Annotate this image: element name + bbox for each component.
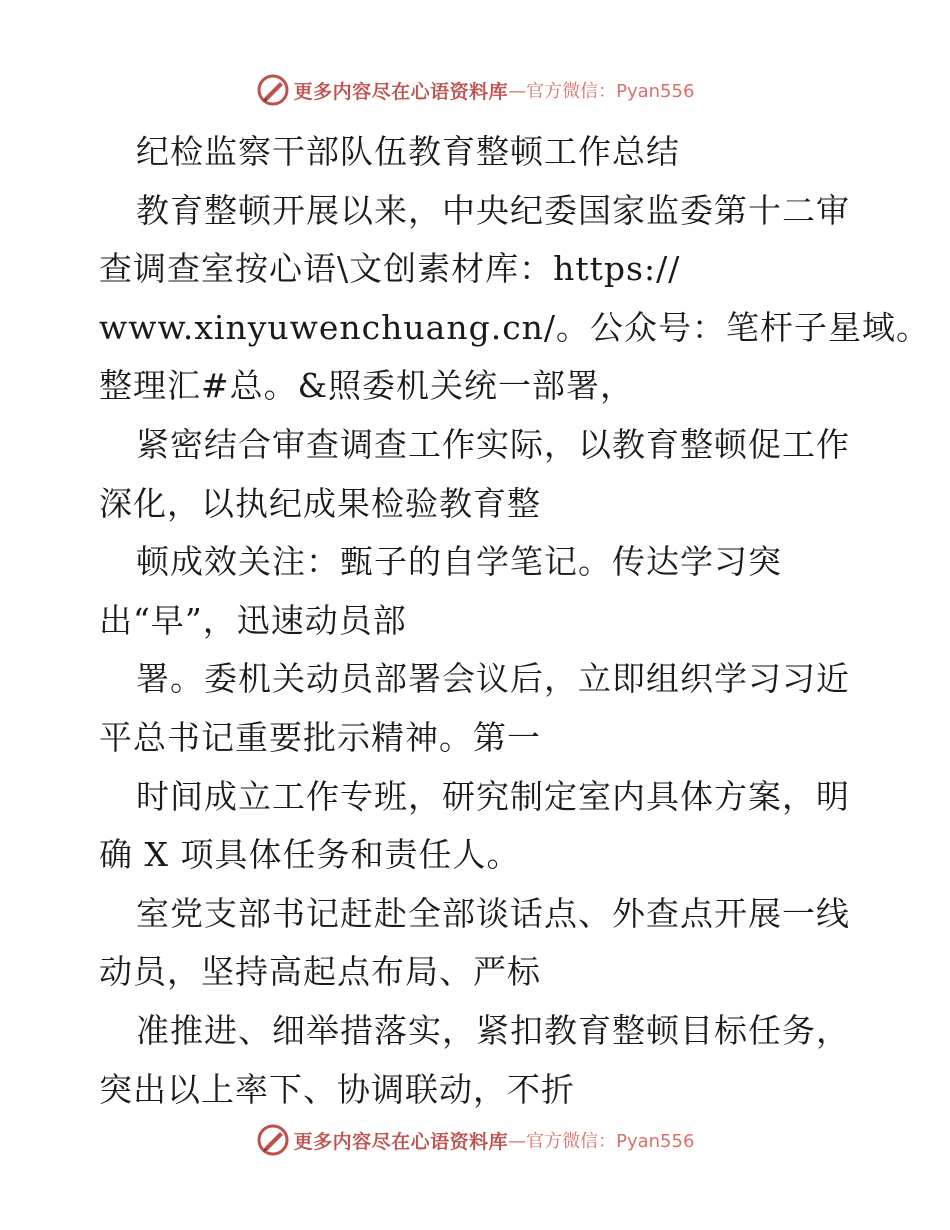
text-line: 突出以上率下、协调联动，不折: [99, 1069, 575, 1109]
footer-banner-contact: —官方微信：Pyan556: [508, 1131, 695, 1152]
brand-logo-icon: [256, 73, 290, 107]
document-title: 纪检监察干部队伍教育整顿工作总结: [136, 132, 680, 171]
text-line: 出“早”，迅速动员部: [99, 600, 407, 640]
text-line: 准推进、细举措落实，紧扣教育整顿目标任务，: [136, 1010, 850, 1050]
brand-logo-icon: [256, 1123, 290, 1157]
text-line: 查调查室按心语\文创素材库：https://: [99, 249, 681, 289]
text-line: 深化，以执纪成果检验教育整: [99, 483, 541, 523]
text-line: 动员，坚持高起点布局、严标: [99, 952, 541, 992]
header-banner-title: 更多内容尽在心语资料库: [293, 80, 509, 103]
text-line: 教育整顿开展以来，中央纪委国家监委第十二审: [136, 190, 850, 230]
text-line: 顿成效关注：甄子的自学笔记。传达学习突: [136, 542, 782, 582]
text-line: www.xinyuwenchuang.cn/。公众号：笔杆子星域。: [99, 307, 931, 347]
document-body: [99, 123, 931, 1119]
text-line: 室党支部书记赶赴全部谈话点、外查点开展一线: [136, 893, 850, 933]
text-line: 平总书记重要批示精神。第一: [99, 717, 541, 757]
text-line: 紧密结合审查调查工作实际，以教育整顿促工作: [136, 424, 850, 464]
text-line: 时间成立工作专班，研究制定室内具体方案，明: [136, 776, 850, 816]
text-line: 确 X 项具体任务和责任人。: [99, 835, 521, 875]
footer-banner: [0, 1120, 950, 1160]
text-line: 整理汇#总。&照委机关统一部署，: [99, 366, 635, 406]
header-banner-contact: —官方微信：Pyan556: [508, 81, 695, 102]
text-line: 署。委机关动员部署会议后，立即组织学习习近: [136, 659, 850, 699]
header-banner: [0, 70, 950, 110]
footer-banner-title: 更多内容尽在心语资料库: [293, 1130, 509, 1153]
